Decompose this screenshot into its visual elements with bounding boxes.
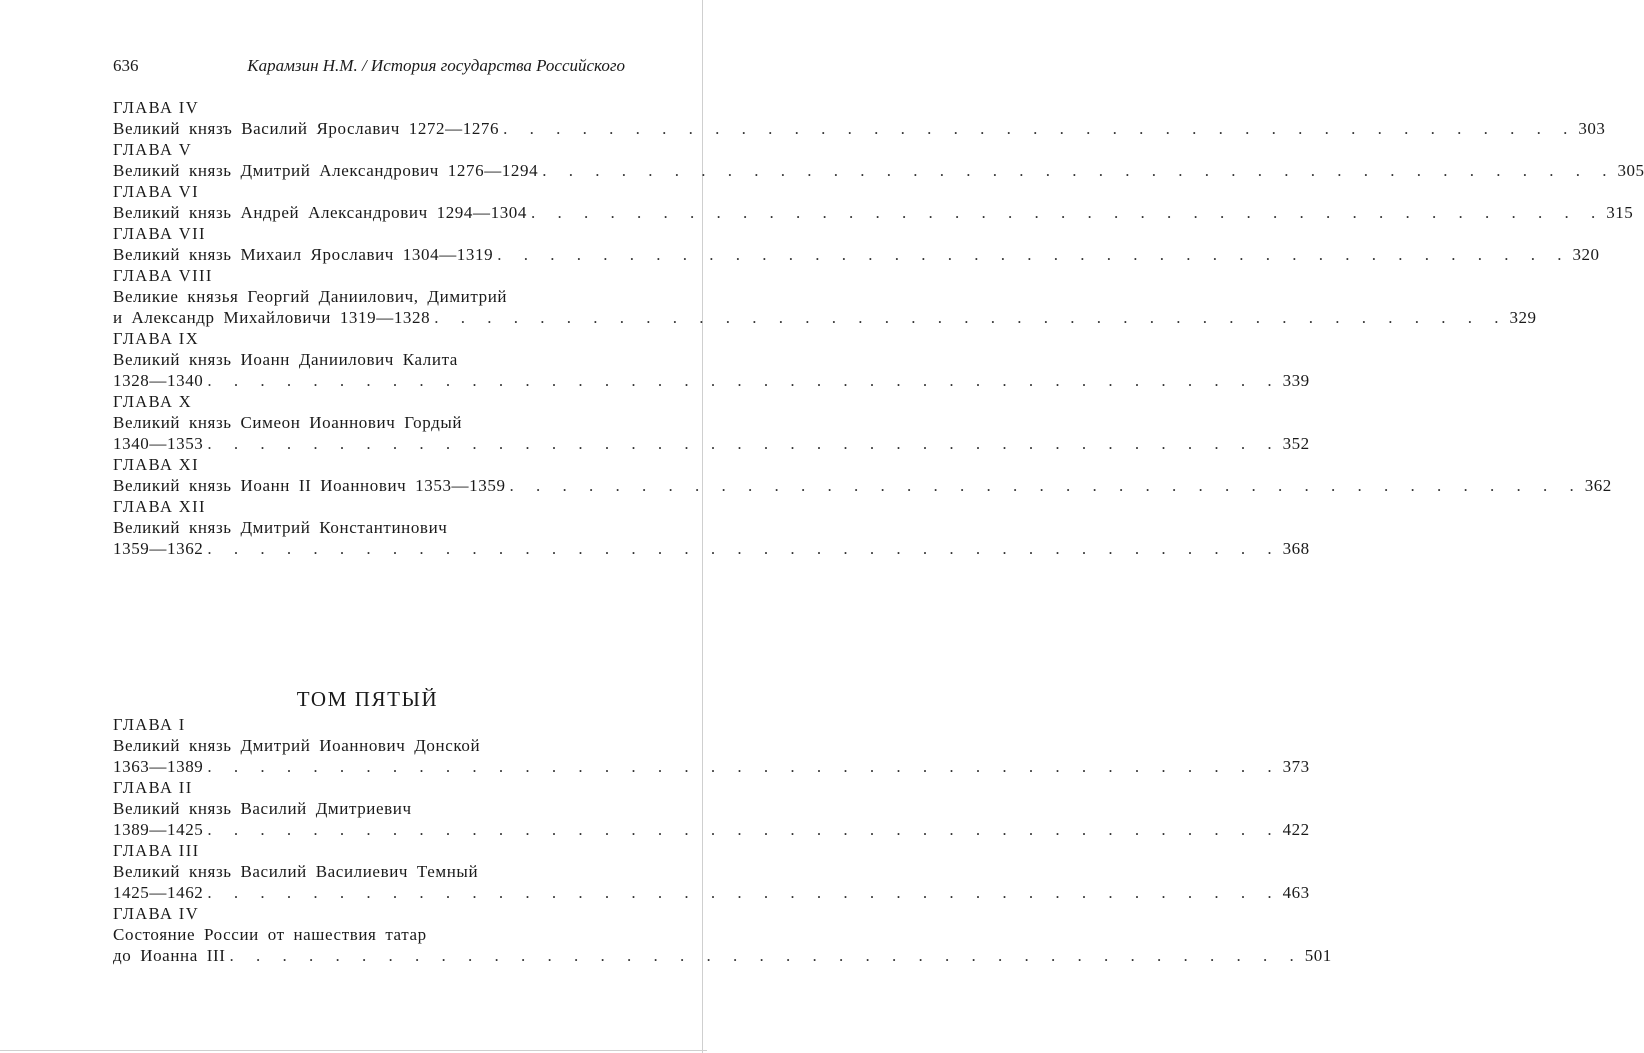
entry-title-line: Великий князь Михаил Ярославич 1304—1319 . . . . . . . . . . . . . . . . . . . . . . . . . . . . . . . . . . . . . . . . . 320 bbox=[113, 245, 1600, 264]
running-title: Карамзин Н.М. / История государства Российского bbox=[247, 56, 625, 75]
dot-leader: . . . . . . . . . . . . . . . . . . . . . . . . . . . . . . . . . . . . . . . . . bbox=[207, 434, 1279, 453]
chapter-heading: ГЛАВА VII bbox=[113, 224, 206, 243]
toc-entry bbox=[113, 840, 1310, 903]
page-reference: 368 bbox=[1282, 539, 1310, 558]
toc-entry bbox=[113, 714, 1310, 777]
entry-title-line: Великий князь Иоанн Даниилович Калита bbox=[113, 350, 458, 369]
entry-title-line: Великий князъ Василий Ярославич 1272—1276 . . . . . . . . . . . . . . . . . . . . . . . . . . . . . . . . . . . . . . . . . 303 bbox=[113, 119, 1606, 138]
entry-title-line: Великий князь Василий Василиевич Темный bbox=[113, 862, 479, 881]
dot-leader: . . . . . . . . . . . . . . . . . . . . . . . . . . . . . . . . . . . . . . . . . bbox=[207, 820, 1279, 839]
dot-leader: . . . . . . . . . . . . . . . . . . . . . . . . . . . . . . . . . . . . . . . . . bbox=[207, 371, 1279, 390]
page-reference: 422 bbox=[1282, 820, 1310, 839]
chapter-heading: ГЛАВА IV bbox=[113, 98, 200, 117]
chapter-heading: ГЛАВА XII bbox=[113, 497, 206, 516]
entry-title-line: до Иоанна III . . . . . . . . . . . . . . . . . . . . . . . . . . . . . . . . . . . . . . . . . 501 bbox=[113, 946, 1332, 965]
toc-entry bbox=[113, 139, 1644, 181]
page-reference: 362 bbox=[1584, 476, 1612, 495]
chapter-heading: ГЛАВА IV bbox=[113, 904, 200, 923]
dot-leader: . . . . . . . . . . . . . . . . . . . . . . . . . . . . . . . . . . . . . . . . . bbox=[531, 203, 1603, 222]
dot-leader: . . . . . . . . . . . . . . . . . . . . . . . . . . . . . . . . . . . . . . . . . bbox=[207, 757, 1279, 776]
page-reference: 501 bbox=[1304, 946, 1332, 965]
table-of-contents-volume-5 bbox=[113, 714, 1332, 966]
volume-title: ТОМ ПЯТЫЙ bbox=[296, 687, 439, 711]
dot-leader: . . . . . . . . . . . . . . . . . . . . . . . . . . . . . . . . . . . . . . . . . bbox=[207, 883, 1279, 902]
toc-entry bbox=[113, 328, 1310, 391]
dot-leader: . . . . . . . . . . . . . . . . . . . . . . . . . . . . . . . . . . . . . . . . . bbox=[509, 476, 1581, 495]
page-number: 636 bbox=[113, 56, 139, 75]
dot-leader: . . . . . . . . . . . . . . . . . . . . . . . . . . . . . . . . . . . . . . . . . bbox=[229, 946, 1301, 965]
toc-entry bbox=[113, 777, 1310, 840]
page-reference: 303 bbox=[1578, 119, 1606, 138]
page-reference: 329 bbox=[1509, 308, 1537, 327]
entry-title-line: и Александр Михайловичи 1319—1328 . . . . . . . . . . . . . . . . . . . . . . . . . . . . . . . . . . . . . . . . . 329 bbox=[113, 308, 1537, 327]
entry-title-line: 1328—1340 . . . . . . . . . . . . . . . . . . . . . . . . . . . . . . . . . . . . . . . . . 339 bbox=[113, 371, 1310, 390]
chapter-heading: ГЛАВА XI bbox=[113, 455, 200, 474]
chapter-heading: ГЛАВА III bbox=[113, 841, 200, 860]
page-reference: 463 bbox=[1282, 883, 1310, 902]
entry-title-line: Великий князь Андрей Александрович 1294—1304 . . . . . . . . . . . . . . . . . . . . . . . . . . . . . . . . . . . . . . . . . 315 bbox=[113, 203, 1634, 222]
page-reference: 315 bbox=[1606, 203, 1634, 222]
page-reference: 373 bbox=[1282, 757, 1310, 776]
toc-entry bbox=[113, 454, 1612, 496]
chapter-heading: ГЛАВА I bbox=[113, 715, 186, 734]
dot-leader: . . . . . . . . . . . . . . . . . . . . . . . . . . . . . . . . . . . . . . . . . bbox=[434, 308, 1506, 327]
page-reference: 352 bbox=[1282, 434, 1310, 453]
page-edge-bottom bbox=[0, 1050, 707, 1051]
dot-leader: . . . . . . . . . . . . . . . . . . . . . . . . . . . . . . . . . . . . . . . . . bbox=[207, 539, 1279, 558]
entry-title-line: Великий князь Дмитрий Александрович 1276—1294 . . . . . . . . . . . . . . . . . . . . . . . . . . . . . . . . . . . . . . . . . 305 bbox=[113, 161, 1644, 180]
entry-title-line: Великий князь Симеон Иоаннович Гордый bbox=[113, 413, 463, 432]
toc-entry bbox=[113, 223, 1600, 265]
entry-title-line: Великий князь Дмитрий Иоаннович Донской bbox=[113, 736, 481, 755]
running-head bbox=[113, 56, 625, 80]
dot-leader: . . . . . . . . . . . . . . . . . . . . . . . . . . . . . . . . . . . . . . . . . bbox=[497, 245, 1569, 264]
table-of-contents-volume-4 bbox=[113, 97, 1644, 559]
chapter-heading: ГЛАВА X bbox=[113, 392, 193, 411]
chapter-heading: ГЛАВА VI bbox=[113, 182, 200, 201]
toc-entry bbox=[113, 496, 1310, 559]
entry-title-line: 1425—1462 . . . . . . . . . . . . . . . . . . . . . . . . . . . . . . . . . . . . . . . . . 463 bbox=[113, 883, 1310, 902]
dot-leader: . . . . . . . . . . . . . . . . . . . . . . . . . . . . . . . . . . . . . . . . . bbox=[542, 161, 1614, 180]
entry-title-line: 1340—1353 . . . . . . . . . . . . . . . . . . . . . . . . . . . . . . . . . . . . . . . . . 352 bbox=[113, 434, 1310, 453]
toc-entry bbox=[113, 903, 1332, 966]
toc-entry bbox=[113, 97, 1606, 139]
toc-entry bbox=[113, 181, 1634, 223]
dot-leader: . . . . . . . . . . . . . . . . . . . . . . . . . . . . . . . . . . . . . . . . . bbox=[503, 119, 1575, 138]
entry-title-line: Великий князь Дмитрий Константинович bbox=[113, 518, 448, 537]
toc-entry bbox=[113, 391, 1310, 454]
entry-title-line: 1363—1389 . . . . . . . . . . . . . . . . . . . . . . . . . . . . . . . . . . . . . . . . . 373 bbox=[113, 757, 1310, 776]
chapter-heading: ГЛАВА IX bbox=[113, 329, 200, 348]
chapter-heading: ГЛАВА II bbox=[113, 778, 193, 797]
page-reference: 305 bbox=[1617, 161, 1644, 180]
entry-title-line: 1359—1362 . . . . . . . . . . . . . . . . . . . . . . . . . . . . . . . . . . . . . . . . . 368 bbox=[113, 539, 1310, 558]
entry-title-line: Состояние России от нашествия татар bbox=[113, 925, 427, 944]
page-reference: 320 bbox=[1572, 245, 1600, 264]
entry-title-line: 1389—1425 . . . . . . . . . . . . . . . . . . . . . . . . . . . . . . . . . . . . . . . . . 422 bbox=[113, 820, 1310, 839]
chapter-heading: ГЛАВА VIII bbox=[113, 266, 213, 285]
entry-title-line: Великий князь Иоанн II Иоаннович 1353—1359 . . . . . . . . . . . . . . . . . . . . . . . . . . . . . . . . . . . . . . . . . 362 bbox=[113, 476, 1612, 495]
page-reference: 339 bbox=[1282, 371, 1310, 390]
entry-title-line: Великий князь Василий Дмитриевич bbox=[113, 799, 412, 818]
toc-entry bbox=[113, 265, 1537, 328]
chapter-heading: ГЛАВА V bbox=[113, 140, 193, 159]
entry-title-line: Великие князья Георгий Даниилович, Димитрий bbox=[113, 287, 508, 306]
